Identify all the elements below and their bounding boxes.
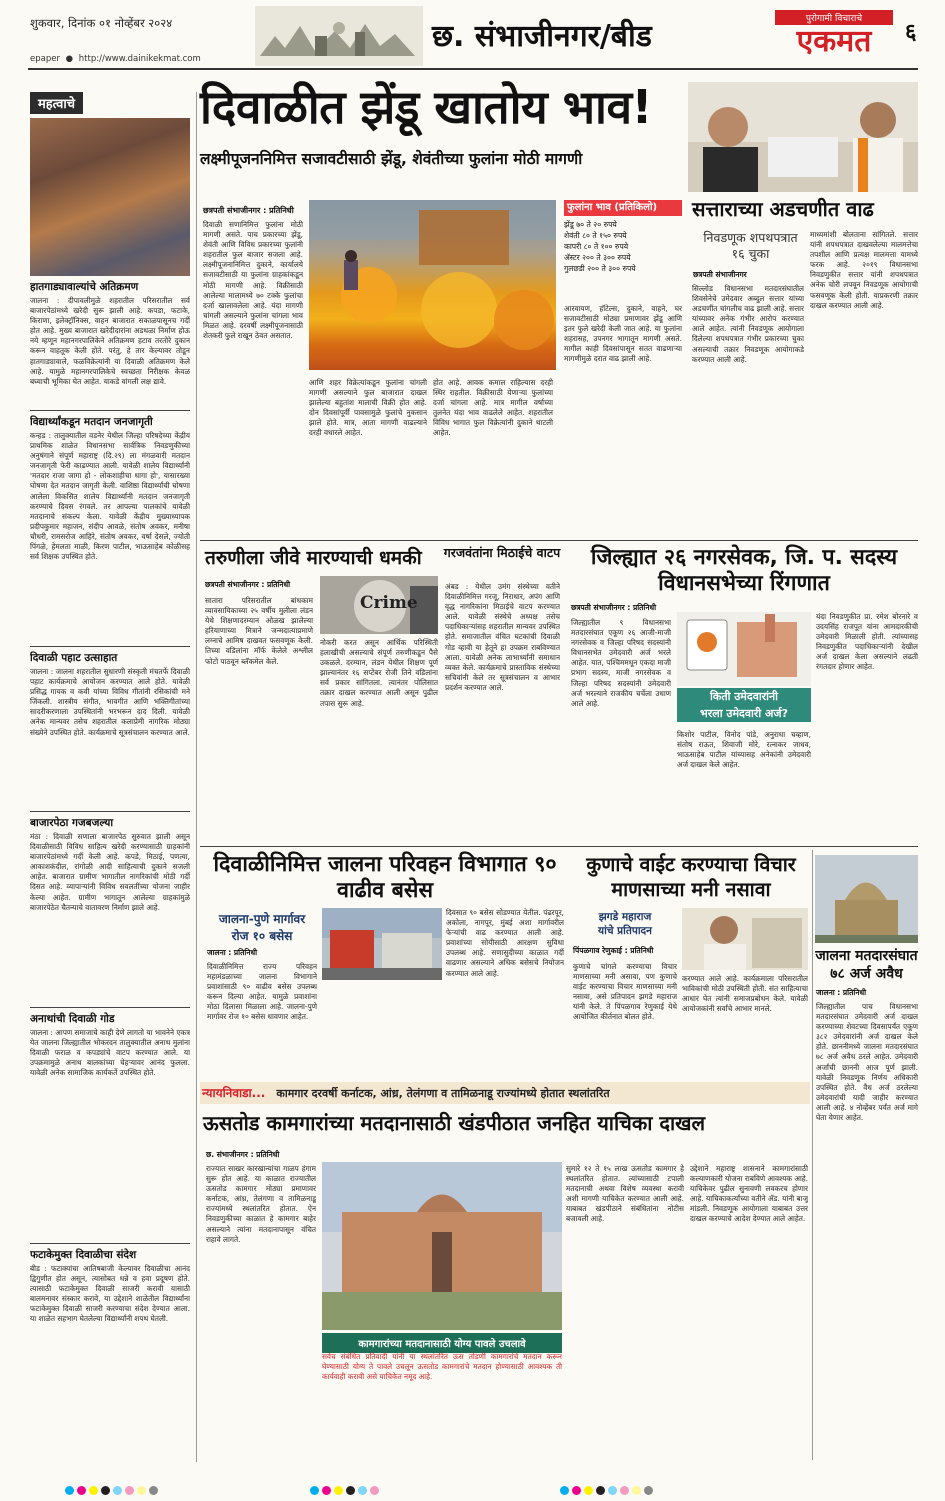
left-item — [30, 1248, 190, 1462]
jalna-invalid-headline: जालना मतदारसंघात ७८ अर्ज अवैध — [815, 948, 918, 982]
brand-logo: एकमत — [796, 24, 872, 59]
left-item-heading: अनाथांची दिवाळी गोड — [30, 1013, 115, 1025]
bus-box-line: रोज १० बसेस — [231, 929, 293, 943]
sweets-box — [443, 545, 561, 560]
masthead — [0, 0, 945, 72]
column-divider — [812, 850, 813, 1460]
callout-answer: भरला उमेदवारी अर्ज? — [677, 705, 811, 722]
divider — [30, 811, 190, 812]
white-dateline: पिंपळगाव रेणुकाई : प्रतिनिधी — [573, 946, 654, 955]
left-item — [30, 651, 190, 808]
registration-dot — [137, 1486, 146, 1495]
left-column-title: महत्वाचे — [30, 92, 83, 114]
sattar-body-col2: माध्यमांशी बोलताना सांगितले. सत्तार यांनी शपथपत्रात दाखवलेल्या मालमत्तेचा तपशील आणि प्रत्यक्ष मालमत्ता यामध्ये फरक आहे. २०१९ विधानसभा निवडणुकीत सत्तार यांनी शपथपत्रात अनेक चोरी लपवून निवडणूक आयोगाची फसवणूक केली होती. याप्रकरणी तक्रार दाखल करण्यात आली आहे. — [810, 230, 918, 310]
left-item — [30, 415, 190, 643]
crime-photo — [320, 576, 438, 634]
bus-body-col2: दिवसात ९० बसेस सोडण्यात येतील. पंढरपूर, अकोला, नागपूर, मुंबई अशा मार्गावरील फेऱ्यांची वाढ करण्यात आली आहे. प्रवाशांच्या सोयीसाठी आरक्षण सुविधा उपलब्ध आहे. सणासुदीच्या काळात गर्दी वाढणार असल्याने अधिक बसेसचे नियोजन करण्यात आले आहे. — [446, 908, 564, 978]
brand-block — [775, 10, 893, 64]
vidhan-bhavan-photo — [815, 855, 918, 943]
left-item-body: मंठा : दिवाळी सणाला बाजारपेठ सुरुवात झाली असून दिवाळीसाठी विविध साहित्य खरेदी करण्यासाठी ग्राहकांनी बाजारपेठांमध्ये गर्दी केली आहे. कपडे, मिठाई, पणत्या, आकाशकंदील, रांगोळी आदी साहित्याची दुकाने सजली आहेत. बाजारात ग्रामीण भागातील नागरिकांची मोठी गर्दी दिसत आहे. व्यापाऱ्यांनी विविध सवलतींच्या योजना जाहीर केल्या आहेत. ग्रामीण भागातून आलेल्या ग्राहकांमुळे बाजारपेठेत चैतन्याचे वातावरण निर्माण झाले आहे. — [30, 832, 190, 912]
print-marks-center — [310, 1486, 379, 1495]
registration-dot — [322, 1486, 331, 1495]
left-item-heading: हातगाड्यावाल्यांचे अतिक्रमण — [30, 281, 139, 293]
bus-body-col1: दिवाळीनिमित्त राज्य परिवहन महामंडळाच्या जालना विभागाने प्रवाशांसाठी ९० वाढीव बसेस उपलब्ध करून दिल्या आहेत. यामुळे प्रवाशांना मोठा दिलासा मिळाला आहे. जालना-पुणे मार्गावर रोज १० बसेस धावणार आहेत. — [207, 962, 317, 1022]
divider — [30, 646, 190, 647]
sattar-subhead: निवडणूक शपथपत्रात १६ चुका — [703, 230, 798, 261]
divider — [30, 1007, 190, 1008]
divider — [200, 540, 918, 541]
print-marks-right — [560, 1486, 653, 1495]
left-item-heading: विद्यार्थ्यांकडून मतदान जनजागृती — [30, 416, 153, 428]
rate-line: गुलछडी २०० ते ३०० रुपये — [564, 264, 636, 273]
nyayanivada-banner — [200, 1082, 810, 1104]
bench-body-col3: उद्देशाने महाराष्ट्र शासनाने कामगारांसाठी कल्याणकारी योजना राबविणे आवश्यक आहे. याचिकेवर पुढील सुनावणी लवकरच होणार आहे. याचिकाकर्त्यांच्या वतीने ॲड. यांनी बाजू मांडली. निवडणूक आयोगाला याबाबत उत्तर दाखल करण्याचे आदेश देण्यात आले आहेत. — [690, 1164, 808, 1224]
bench-headline: ऊसतोड कामगारांच्या मतदानासाठी खंडपीठात जनहित याचिका दाखल — [203, 1111, 706, 1135]
lead-body-col4: आरवायण, हॉटेल्स, दुकाने, वाहने, घर सजावटीसाठी मोठ्या प्रमाणावर झेंडू आणि इतर फुले खरेदी केली जात आहे. या फुलांना शहरासह, उपनगर भागातून मागणी असते. मागील काही दिवसांपासून सतत वाढणाऱ्या मागणीमुळे दरात वाढ झाली आहे. — [564, 304, 682, 364]
white-box-line: यांचे प्रतिपादन — [598, 925, 652, 937]
threat-dateline: छत्रपती संभाजीनगर : प्रतिनिधी — [205, 580, 291, 589]
registration-dot — [620, 1486, 629, 1495]
lead-headline: दिवाळीत झेंडू खातोय भाव! — [200, 80, 653, 134]
sattar-body-col1: सिल्लोड विधानसभा मतदारसंघातील शिवसेनेचे उमेदवार अब्दुल सत्तार यांच्या अडचणींत चांगलीच वाढ झाली आहे. सत्तार यांच्यावर अनेक गंभीर आरोप करण्यात आले आहेत. त्यांनी निवडणूक आयोगाला दिलेल्या शपथपत्रात गंभीर प्रकारच्या चुका असल्याची तक्रार निवडणूक आयोगाकडे करण्यात आली आहे. — [692, 284, 804, 364]
corporators-headline: जिल्ह्यात २६ नगरसेवक, जि. प. सदस्य विधानसभेच्या रिंगणात — [590, 545, 898, 596]
bench-caption: कामगारांच्या मतदानासाठी योग्य पावले उचलावे — [322, 1333, 562, 1353]
left-item — [30, 816, 190, 1004]
left-item-body: बीड : फटाक्यांचा आतिषबाजी केल्यावर दिवाळीचा आनंद द्विगुणीत होत असून, त्यासोबत धन्ने व हवा प्रदूषण होते. त्यासाठी फटाकेमुक्त दिवाळी साजरी करावी यासाठी बालमनावर संस्कार करावे, या उद्देशाने शाळेतील विद्यार्थ्यांना फटाकेमुक्त दिवाळी साजरी करण्याचा संदेश देण्यात आला. या शाळेत सहभाग घेतलेल्या विद्यार्थ्यांनी शपथ घेतली. — [30, 1264, 190, 1324]
callout-question: किती उमेदवारांनी — [677, 688, 811, 705]
registration-dot — [632, 1486, 641, 1495]
edition-title: छ. संभाजीनगर/बीड — [432, 19, 652, 54]
rate-line: झेंडू ७० ते २० रुपये — [564, 220, 617, 229]
corporators-body-col1: जिल्ह्यातील ९ विधानसभा मतदारसंघात एकूण २६ आजी-माजी नगरसेवक व जिल्हा परिषद सदस्यांनी विधानसभेत उमेदवारी अर्ज भरले आहेत. यात, पश्चिममधून एकदा माजी प्रभाग सदस्य, माजी नगरसेवक व जिल्हा परिषद सदस्यांनी उमेदवारी अर्ज भरल्याने राजकीय चर्चेला उधाण आले आहे. — [571, 618, 671, 708]
corporators-dateline: छत्रपती संभाजीनगर : प्रतिनिधी — [571, 603, 657, 612]
registration-dot — [358, 1486, 367, 1495]
lead-photo-marigold — [309, 200, 556, 370]
registration-dot — [149, 1486, 158, 1495]
registration-dot — [596, 1486, 605, 1495]
corporators-body-col2: किशोर पाटील, विनोद पांडे, अनुराधा चव्हाण, संतोष राऊत, शिवाजी मोरे, रत्नाकर जाधव, भाऊसाहेब पाटील यांच्यासह अनेकांनी उमेदवारी अर्ज दाखल केले आहेत. — [677, 730, 811, 770]
sattar-dateline: छत्रपती संभाजीनगर — [693, 270, 747, 279]
brand-tagline: पुरोगामी विचाराचे — [775, 10, 893, 25]
rate-line: शेवंती ८० ते १५० रुपये — [564, 231, 627, 240]
registration-dot — [334, 1486, 343, 1495]
divider — [30, 1243, 190, 1244]
white-box-line: झगडे महाराज — [598, 911, 652, 923]
rate-box — [564, 200, 682, 300]
masthead-date: शुकवार, दिनांक ०१ नोव्हेंबर २०२४ — [30, 16, 173, 30]
registration-dot — [125, 1486, 134, 1495]
epaper-line[interactable] — [30, 54, 201, 64]
print-marks-left — [65, 1486, 158, 1495]
city-illustration — [255, 6, 423, 66]
lead-body-col2: आणि शहर विक्रेत्यांकडून फुलांना चांगली मागणी असल्याने फुल बाजारात दाखल झालेल्या बहुतांश मालाची विक्री होत आहे. दोन दिवसांपूर्वी पावसामुळे फुलांचे नुकसान झाले होते. मात्र, आता मागणी वाढल्याने दरही वधारले आहेत. — [309, 378, 427, 438]
left-item-body: कन्हड : तालुक्यातील वडनेर येथील जिल्हा परिषदेच्या केंद्रीय प्राथमिक शाळेत विधानसभा सार्वत्रिक निवडणुकीच्या अनुषंगाने संपूर्ण महाराष्ट्र (दि.२९) ला मंगळवारी मतदान जनजागृती फेरी काढण्यात आली. यावेळी शालेय विद्यार्थ्यांनी 'मतदार राजा जागा हो - लोकशाहीचा धागा हो', यासारख्या घोषणा देत मतदान जागृती केली. वाशिष्ठा विद्यार्थ्यांची घोषणा आलेला विकसित शालेय विद्यार्थ्यांनी मतदान जनजागृती करण्याचे दिवस रंगवले. तर आपल्या पालकांचे यावेळी मतदानाचे संकल्प केला. यावेळी केंद्रीय मुख्याध्यापक प्रदीपकुमार महाजन, संदीप आवळे, संतोष अवकर, मनीषा चौधरी, रामसरोज आहिरे, संतोष अवकर, वर्षा देसले, ज्योती पिंगळे, हेमलता माळी, किरण पाटील, भाऊसाहेब कोळीसह सर्व शिक्षक उपस्थित होते. — [30, 431, 190, 562]
rate-box-title: फुलांना भाव (प्रतिकिलो) — [564, 200, 682, 216]
masthead-rule — [28, 68, 918, 70]
registration-dot — [644, 1486, 653, 1495]
registration-dot — [560, 1486, 569, 1495]
bus-photo — [322, 908, 442, 980]
registration-dot — [584, 1486, 593, 1495]
page-number: ६ — [905, 20, 917, 45]
registration-dot — [310, 1486, 319, 1495]
column-divider — [196, 92, 197, 1462]
high-court-photo — [322, 1162, 562, 1330]
registration-dot — [113, 1486, 122, 1495]
epaper-label: epaper — [30, 54, 60, 64]
rate-line: कापरी ८० ते १०० रुपये — [564, 242, 629, 251]
bus-dateline: जालना : प्रतिनिधी — [207, 948, 258, 957]
threat-body-col2: नोकरी करत असून आर्थिक परिस्थिती हलाखीची असल्याचे संपूर्ण तरुणीकडून पैसे उकळले. दरम्यान, लंडन येथील शिक्षण पूर्ण झाल्यानंतर १६ सप्टेंबर रोजी तिने वडिलांना सर्व प्रकार सांगितला. त्यानंतर पोलिसात तक्रार दाखल करण्यात आली असून पुढील तपास सुरू आहे. — [320, 638, 438, 708]
corporators-body-col3: यंदा निवडणुकीत प्रा. रमेश बोरनारे व उदयसिंह राजपूत यांना आमदारकीची उमेदवारी मिळाली होती. त्यांच्यासह निवडणुकीत पदाधिकाऱ्यांनी देखील अर्ज दाखल केला असल्याने लढती रंगतदार होणार आहेत. — [816, 612, 918, 672]
banner-text: कामगार दरवर्षी कर्नाटक, आंध्र, तेलंगणा व तामिळनाडू राज्यांमध्ये होतात स्थलांतरित — [276, 1087, 610, 1100]
white-body-col1: कुणाचे चांगले करण्याचा विचार माणसाच्या मनी असावा, पण कुणाचे वाईट करण्याचा विचार माणसाच्या मनी नसावा, असे प्रतिपादन झगडे महाराज यांनी केले. ते पिंपळगाव रेणुकाई येथे आयोजित कीर्तनात बोलत होते. — [573, 962, 677, 1022]
lead-subhead: लक्ष्मीपूजननिमित्त सजावटीसाठी झेंडू, शेवंतीच्या फुलांना मोठी मागणी — [200, 149, 583, 168]
voting-photo — [677, 612, 811, 686]
bench-body-col1: राज्यात साखर कारखान्यांचा गाळप हंगाम सुरू होत आहे. या काळात राज्यातील ऊसतोड कामगार मोठ्या प्रमाणावर कर्नाटक, आंध्र, तेलंगणा व तामिळनाडू राज्यांमध्ये स्थलांतरित होतात. ऐन निवडणुकीच्या काळात हे कामगार बाहेर असल्याने त्यांना मतदानापासून वंचित राहावे लागते. — [206, 1164, 316, 1244]
registration-dot — [77, 1486, 86, 1495]
crime-photo-label: Crime — [360, 593, 418, 613]
registration-dot — [608, 1486, 617, 1495]
left-column — [30, 92, 190, 1462]
globe-icon: ● — [65, 54, 74, 64]
website-url[interactable]: http://www.dainikekmat.com — [78, 54, 201, 64]
sattar-headline: सत्ताराच्या अडचणीत वाढ — [692, 197, 874, 221]
bus-box-line: जालना-पुणे मार्गावर — [218, 912, 306, 926]
sattar-photo — [688, 82, 918, 192]
bus-headline: दिवाळीनिमित्त जालना परिवहन विभागात ९० वाढीव बसेस — [213, 852, 557, 903]
left-item-heading: फटाकेमुक्त दिवाळीचा संदेश — [30, 1249, 137, 1261]
corporators-callout — [677, 688, 811, 726]
lead-body-col3: होत आहे. आवक कमाल राहिल्यास दरही स्थिर राहतील. विक्रीसाठी येणाऱ्या फुलांच्या दर्जा चांगला आहे. मात्र मागील वर्षाच्या तुलनेत यंदा भाव वाढलेले आहेत. शहरातील विविध भागात फुल विक्रेत्यांनी दुकाने थाटली आहेत. — [433, 378, 553, 438]
left-photo-market — [30, 118, 190, 276]
threat-headline: तरुणीला जीवे मारण्याची धमकी — [205, 547, 422, 569]
registration-dot — [65, 1486, 74, 1495]
bus-box — [207, 910, 317, 944]
jalna-invalid-body: जिल्ह्यातील पाच विधानसभा मतदारसंघात उमेदवारी अर्ज दाखल करण्याच्या शेवटच्या दिवसापर्यंत एकूण ३८२ उमेदवारांनी अर्ज दाखल केले होते. छाननीमध्ये जालना मतदारसंघात ७८ अर्ज अवैध ठरले आहेत. उमेदवारी अर्जांची छाननी आज पूर्ण झाली. यावेळी निवडणूक निर्णय अधिकारी उपस्थित होते. वैध अर्ज ठरलेल्या उमेदवारांची यादी जाहीर करण्यात आली आहे. ४ नोव्हेंबर पर्यंत अर्ज मागे घेता येणार आहेत. — [816, 1002, 918, 1123]
white-box — [573, 910, 677, 938]
left-item-body: जालना : आपण समाजाचे काही देणे लागतो या भावनेने एकत्र येत जालना जिल्ह्यातील भोकरदन तालुक्यातील अनाथ मुलांना दिवाळी फराळ व कपड्यांचे वाटप करण्यात आले. या उपक्रमामुळे अनाथ बालकांच्या चेहऱ्यावर आनंद फुलला. यावेळी अनेक सामाजिक कार्यकर्ते उपस्थित होते. — [30, 1028, 190, 1078]
rate-line: ॲस्टर २०० ते ३०० रुपये — [564, 253, 631, 262]
divider — [200, 846, 918, 847]
left-item — [30, 280, 190, 407]
registration-dot — [370, 1486, 379, 1495]
jalna-invalid-dateline: जालना : प्रतिनिधी — [816, 988, 867, 997]
registration-dot — [346, 1486, 355, 1495]
registration-dot — [89, 1486, 98, 1495]
sweets-body: अंबड : येथील उमंग संस्थेच्या वतीने दिवाळीनिमित्त गरजू, निराधार, अपंग आणि वृद्ध नागरिकांना मिठाईचे वाटप करण्यात आले. यावेळी संस्थेचे अध्यक्ष तसेच पदाधिकाऱ्यांसह शहरातील मान्यवर उपस्थित होते. समाजातील वंचित घटकांची दिवाळी गोड व्हावी या हेतूने हा उपक्रम राबविण्यात आला. यावेळी अनेक लाभार्थ्यांनी समाधान व्यक्त केले. कार्यक्रमाचे प्रास्ताविक संस्थेच्या सचिवांनी केले तर सूत्रसंचालन व आभार प्रदर्शन करण्यात आले. — [445, 582, 560, 692]
bench-caption-body: सर्वच संबंधित प्रतिवादी यांनी या स्थलांतरित ऊस तोडणी कामगारांचे मतदान करून घेण्यासाठी योग्य ते पावले उचलून ऊसतोड कामगारांचे मतदान होण्यासाठी आवश्यक ती कार्यवाही करावी असे याचिकेत नमूद आहे. — [322, 1352, 562, 1382]
maharaj-photo — [682, 908, 808, 970]
left-item — [30, 1012, 190, 1240]
lead-dateline: छत्रपती संभाजीनगर : प्रतिनिधी — [203, 206, 294, 215]
registration-dot — [572, 1486, 581, 1495]
left-item-body: जालना : दीपावलीमुळे शहरातील परिसरातील सर्व बाजारपेठांमध्ये खरेदी सुरू झाली आहे. कपडा, फटाके, किराणा, इलेक्ट्रॉनिक्स, वाहन बाजारात सकाळपासूनच गर्दी होत आहे. मुख्य बाजारात खरेदीदारांना अडथळा निर्माण होऊ नये म्हणून महानगरपालिकेने अतिक्रमण हटाव तरतोरे दुकान करून वाहतूक केली होते. परंतु, हे तार केल्यावर तोडून हातगाड्यावाले, फळविक्रेत्यांनी या दिवाळी अतिक्रमण केले आहे. यामुळे महानगरपालिकेचे स्वच्छता निरीक्षक केवळ बघ्याची भूमिका घेत आहेत. याकडे वांगली लक्ष द्यावे. — [30, 296, 190, 386]
white-body-col2: करण्यात आले आहे. कार्यक्रमाला परिसरातील भाविकांची मोठी उपस्थिती होती. संत साहित्याचा आधार घेत त्यांनी समाजप्रबोधन केले. यावेळी आयोजकांनी सर्वांचे आभार मानले. — [682, 974, 808, 1014]
registration-dot — [101, 1486, 110, 1495]
sweets-headline: गरजवंतांना मिठाईचे वाटप — [443, 545, 561, 560]
bench-body-col2: सुमारे १२ ते १५ लाख ऊसतोड कामगार हे स्थलांतरित होतात. त्यांच्यासाठी टपाली मतदानाची अथवा विशेष व्यवस्था करावी अशी मागणी याचिकेत करण्यात आली आहे. याबाबत खंडपीठाने संबंधितांना नोटीस बजावली आहे. — [566, 1164, 684, 1224]
bench-dateline: छ. संभाजीनगर : प्रतिनिधी — [206, 1150, 280, 1159]
left-item-body: जालना : जालना शहरातील सुधारणी संस्कृती मंचतर्फे दिवाळी पहाट कार्यक्रमाचे आयोजन करण्यात आले होते. यावेळी प्रसिद्ध गायक व कवी यांच्या विविध गीतांनी रसिकांची मने जिंकली. शास्त्रीय संगीत, भावगीत आणि भक्तिगीतांच्या सादरीकरणाला उपस्थितांनी भरभरून दाद दिली. यावेळी अनेक मान्यवर तसेच शहरातील कलाप्रेमी नागरिक मोठ्या संख्येने उपस्थित होते. कार्यक्रमाचे सूत्रसंचालन करण्यात आले. — [30, 667, 190, 737]
divider — [30, 410, 190, 411]
threat-body-col1: सातारा परिसरातील बांधकाम व्यावसायिकाच्या २५ वर्षीय मुलीला लंडन येथे शिक्षणादरम्यान ओळख झालेल्या हरियाणाच्या मित्राने जन्मदात्याप्रमाणे लग्नाचे आमिष दाखवत फसवणूक केली. तिच्या वडिलांना मॉर्फ केलेले अश्लील फोटो पाठवून ब्लॅकमेल केले. — [205, 596, 313, 666]
banner-prefix: न्यायनिवाडा... — [202, 1086, 266, 1100]
white-headline: कुणाचे वाईट करण्याचा विचार माणसाच्या मनी नसावा — [586, 853, 796, 901]
lead-body-col1: दिवाळी सणानिमित्त फुलांना मोठी मागणी असते. पाच प्रकारच्या झेंडू, शेवंती आणि विविध प्रकारच्या फुलांनी शहरातील फुल बाजार सजला आहे. लक्ष्मीपूजनानिमित्त दुकाने, कार्यालये सजावटीसाठी या फुलांना ग्राहकांकडून मोठी मागणी आहे. विक्रीसाठी आलेल्या मालामध्ये ७० टक्के फुलांचा दर्जा खालावलेला आहे. यंदा मागणी चांगली असल्याने फुलांना चांगला भाव मिळत आहे. दरवर्षी लक्ष्मीपूजनासाठी शेतकरी फुले राखून ठेवत असतात. — [203, 220, 303, 341]
left-item-heading: बाजारपेठा गजबजल्या — [30, 817, 114, 829]
left-item-heading: दिवाळी पहाट उत्साहात — [30, 652, 118, 664]
